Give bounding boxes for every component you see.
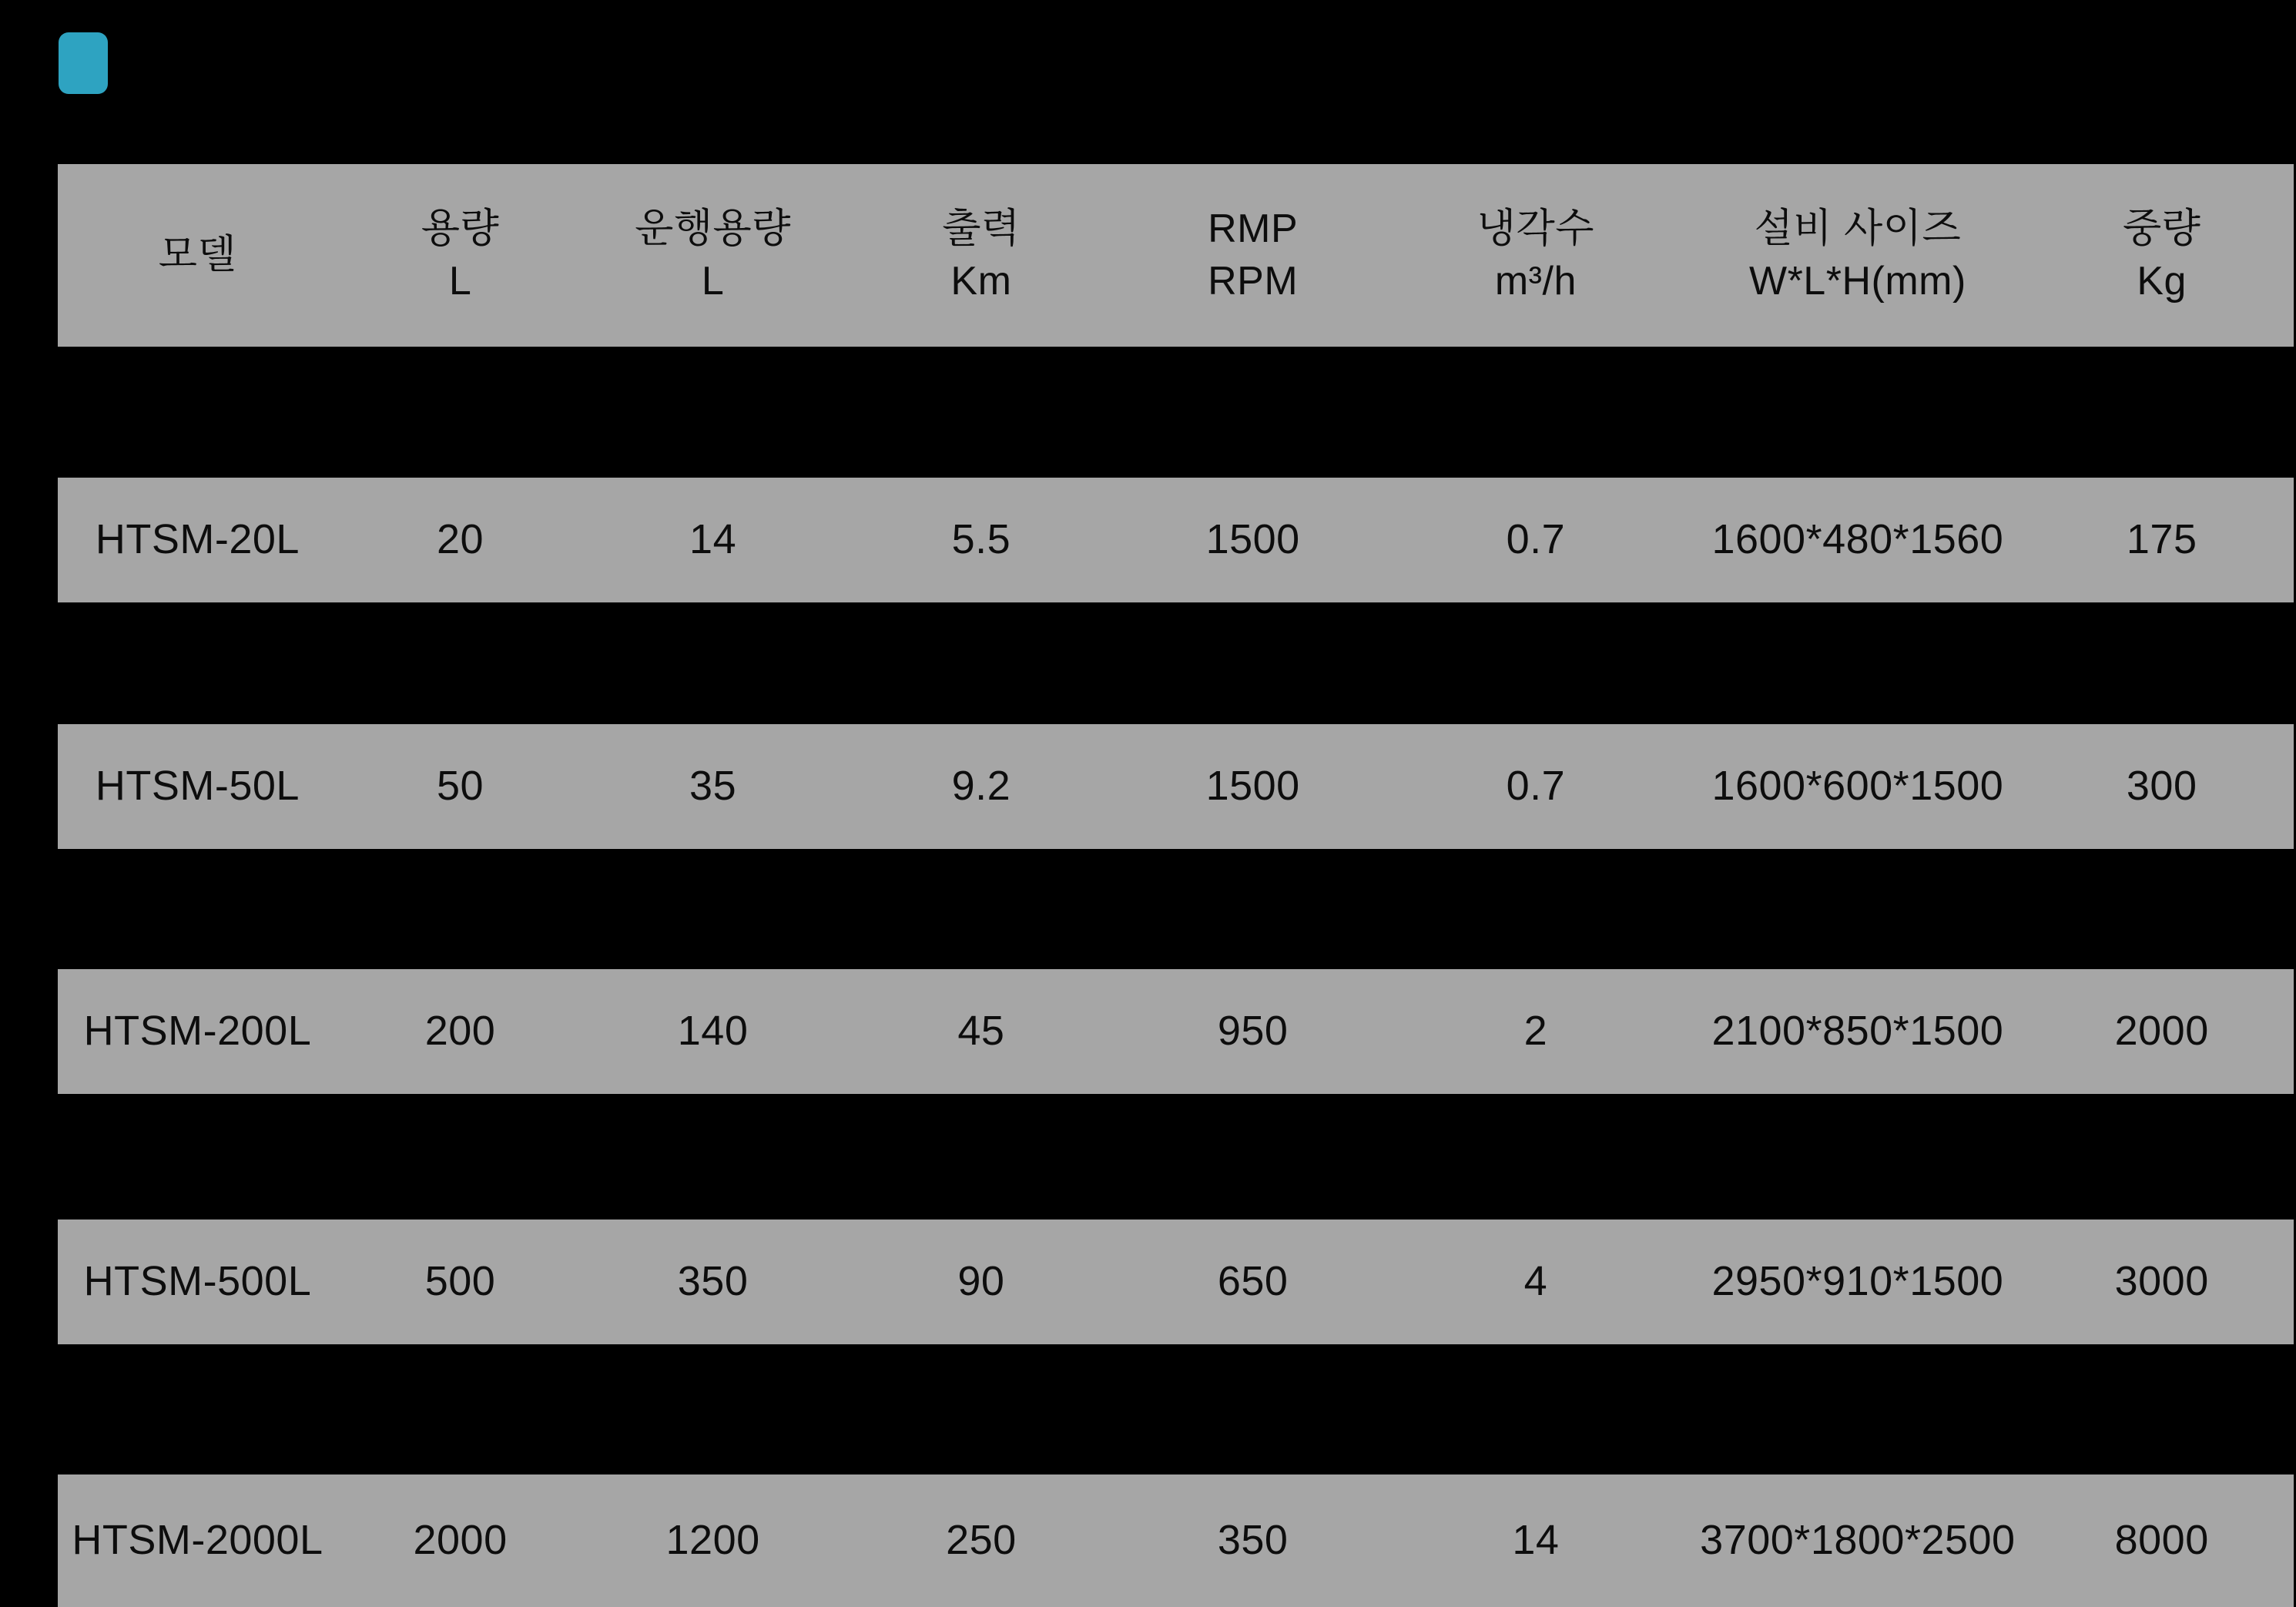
cell-operating-capacity: 350 (677, 1258, 749, 1305)
cell-coolant: 14 (1512, 1517, 1560, 1564)
table-header-row (58, 164, 2294, 347)
cell-rpm: 350 (1217, 1517, 1289, 1564)
cell-model: HTSM-20L (95, 516, 300, 563)
table-row (58, 1474, 2294, 1607)
cell-weight: 3000 (2114, 1258, 2209, 1305)
header-label-line1: 냉각수 (1476, 206, 1594, 251)
header-label-line1: 출력 (942, 206, 1021, 251)
cell-rpm: 650 (1217, 1258, 1289, 1305)
spec-table (58, 164, 2294, 1607)
cell-output: 90 (957, 1258, 1005, 1305)
header-label-line2: L (448, 258, 472, 304)
cell-equipment-size: 3700*1800*2500 (1700, 1517, 2016, 1564)
cell-model: HTSM-50L (95, 763, 300, 810)
header-cell-weight (2030, 203, 2294, 307)
cell-rpm: 1500 (1205, 763, 1300, 810)
header-cell-rpm (1120, 203, 1386, 307)
header-label-line1: 운행용량 (635, 206, 792, 251)
cell-output: 9.2 (951, 763, 1011, 810)
cell-weight: 300 (2126, 763, 2197, 810)
cell-equipment-size: 2950*910*1500 (1711, 1258, 2004, 1305)
cell-operating-capacity: 140 (677, 1008, 749, 1055)
header-cell-coolant (1386, 203, 1685, 307)
cell-equipment-size: 1600*600*1500 (1711, 763, 2004, 810)
cell-model: HTSM-500L (83, 1258, 312, 1305)
cell-coolant: 0.7 (1506, 763, 1566, 810)
cell-capacity: 500 (424, 1258, 496, 1305)
table-row (58, 724, 2294, 849)
header-cell-output (843, 203, 1120, 307)
cell-model: HTSM-2000L (72, 1517, 323, 1564)
table-row (58, 478, 2294, 602)
header-cell-capacity (337, 203, 583, 307)
cell-coolant: 2 (1523, 1008, 1548, 1055)
cell-coolant: 4 (1523, 1258, 1548, 1305)
cell-capacity: 200 (424, 1008, 496, 1055)
header-label-line2: L (701, 258, 725, 304)
cell-model: HTSM-200L (83, 1008, 312, 1055)
table-row (58, 969, 2294, 1094)
header-label-line2: Kg (2137, 258, 2187, 304)
cell-capacity: 2000 (413, 1517, 508, 1564)
cell-weight: 175 (2126, 516, 2197, 563)
cell-equipment-size: 2100*850*1500 (1711, 1008, 2004, 1055)
cell-operating-capacity: 35 (689, 763, 737, 810)
cell-weight: 2000 (2114, 1008, 2209, 1055)
header-cell-equipment-size (1685, 203, 2030, 307)
header-cell-operating-capacity (583, 203, 843, 307)
header-label-line2: RPM (1208, 258, 1299, 304)
cell-operating-capacity: 1200 (665, 1517, 760, 1564)
header-label-line2: m³/h (1494, 258, 1577, 304)
header-label-line2: Km (950, 258, 1012, 304)
header-cell-model (58, 230, 337, 282)
header-label-line1: 설비 사이즈 (1754, 206, 1962, 251)
cell-equipment-size: 1600*480*1560 (1711, 516, 2004, 563)
header-label-line1: 모델 (158, 232, 237, 277)
cell-output: 5.5 (951, 516, 1011, 563)
header-label-line1: 중량 (2122, 206, 2201, 251)
header-label-line1: 용량 (421, 206, 500, 251)
cell-capacity: 20 (437, 516, 484, 563)
cell-rpm: 950 (1217, 1008, 1289, 1055)
cell-coolant: 0.7 (1506, 516, 1566, 563)
cell-rpm: 1500 (1205, 516, 1300, 563)
header-label-line1: RMP (1208, 206, 1299, 251)
cell-capacity: 50 (437, 763, 484, 810)
teal-rounded-square (59, 32, 108, 94)
header-label-line2: W*L*H(mm) (1748, 258, 1966, 304)
cell-weight: 8000 (2114, 1517, 2209, 1564)
cell-output: 250 (946, 1517, 1017, 1564)
cell-operating-capacity: 14 (689, 516, 737, 563)
cell-output: 45 (957, 1008, 1005, 1055)
table-row (58, 1220, 2294, 1344)
